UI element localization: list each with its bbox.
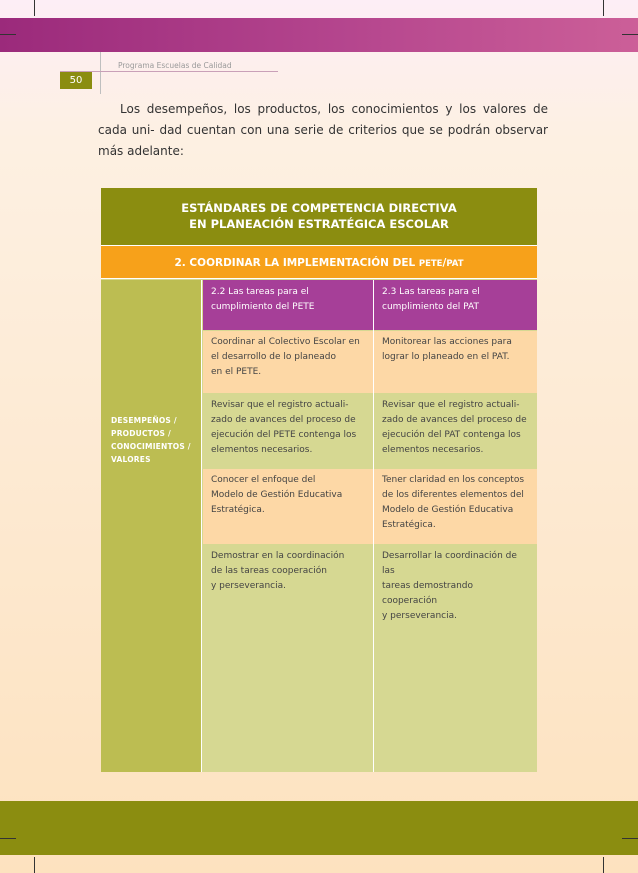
header-rule-horizontal [60,71,278,72]
cell-pete-revisar [203,394,373,468]
crop-mark [0,838,16,839]
cell-line: Modelo de Gestión Educativa [211,490,343,500]
cell-line: Monitorear las acciones para [382,337,512,347]
intro-line-1: Los desempeños, los productos, los conocimientos y los valores de cada uni- [98,102,548,137]
column-header-line: 2.2 Las tareas para el [211,287,309,297]
row-label-line: CONOCIMIENTOS / [111,442,191,451]
cell-pat-tener-claridad [374,469,537,544]
subtitle-separator: / [442,257,447,269]
cell-line: ejecución del PETE contenga los [211,430,357,440]
row-label-line: VALORES [111,455,151,464]
cell-pete-conocer [203,469,373,544]
cell-pat-desarrollar [374,545,537,772]
cell-pat-revisar [374,394,537,468]
cell-line: y perseverancia. [382,611,457,621]
column-header-pat [374,280,537,330]
cell-pete-coordinar [203,331,373,393]
crop-mark [0,34,16,35]
page-number: 50 [60,72,92,89]
crop-mark [603,857,604,873]
crop-mark [603,0,604,16]
cell-line: en el PETE. [211,367,262,377]
intro-paragraph [98,99,548,162]
cell-line: de las tareas cooperación [211,566,327,576]
cell-line: ejecución del PAT contenga los [382,430,521,440]
cell-line: Estratégica. [211,505,265,515]
cell-line: Coordinar al Colectivo Escolar en [211,337,360,347]
running-head: Programa Escuelas de Calidad [118,61,232,70]
cell-line: de los diferentes elementos del [382,490,524,500]
table-title-line-1: ESTÁNDARES DE COMPETENCIA DIRECTIVA [181,201,457,215]
cell-line: Demostrar en la coordinación [211,551,345,561]
cell-line: tareas demostrando cooperación [382,581,474,606]
cell-line: Revisar que el registro actuali- [211,400,349,410]
column-header-pete [203,280,373,330]
cell-line: Tener claridad en los conceptos [382,475,525,485]
cell-line: el desarrollo de lo planeado [211,352,336,362]
cell-line: lograr lo planeado en el PAT. [382,352,510,362]
crop-mark [34,0,35,16]
bottom-color-band [0,801,638,855]
table-title-line-2: EN PLANEACIÓN ESTRATÉGICA ESCOLAR [189,217,449,231]
cell-line: zado de avances del proceso de [382,415,527,425]
row-label [111,414,201,466]
crop-mark [622,34,638,35]
cell-line: elementos necesarios. [382,445,484,455]
crop-mark [34,857,35,873]
table-subtitle [101,245,537,279]
cell-line: Desarrollar la coordinación de las [382,551,517,576]
column-header-line: cumplimiento del PAT [382,302,479,312]
cell-line: Modelo de Gestión Educativa [382,505,514,515]
cell-line: Estratégica. [382,520,436,530]
cell-line: Conocer el enfoque del [211,475,316,485]
cell-line: y perseverancia. [211,581,286,591]
subtitle-pete: PETE [418,259,443,269]
row-label-line: DESEMPEÑOS / [111,416,177,425]
row-label-line: PRODUCTOS / [111,429,171,438]
column-divider [373,280,374,772]
cell-line: zado de avances del proceso de [211,415,356,425]
table-title [101,188,537,245]
crop-mark [622,838,638,839]
intro-line-2: dad cuentan con una serie de criterios que se podrán observar más adelante: [98,123,548,158]
row-label-column [101,280,202,772]
column-header-line: 2.3 Las tareas para el [382,287,480,297]
subtitle-pat: PAT [446,259,464,269]
cell-line: elementos necesarios. [211,445,313,455]
cell-pat-monitorear [374,331,537,393]
column-header-line: cumplimiento del PETE [211,302,315,312]
top-color-band [0,18,638,52]
cell-pete-demostrar [203,545,373,772]
subtitle-text: 2. COORDINAR LA IMPLEMENTACIÓN DEL [174,257,419,269]
header-rule-vertical [100,52,101,94]
cell-line: Revisar que el registro actuali- [382,400,520,410]
